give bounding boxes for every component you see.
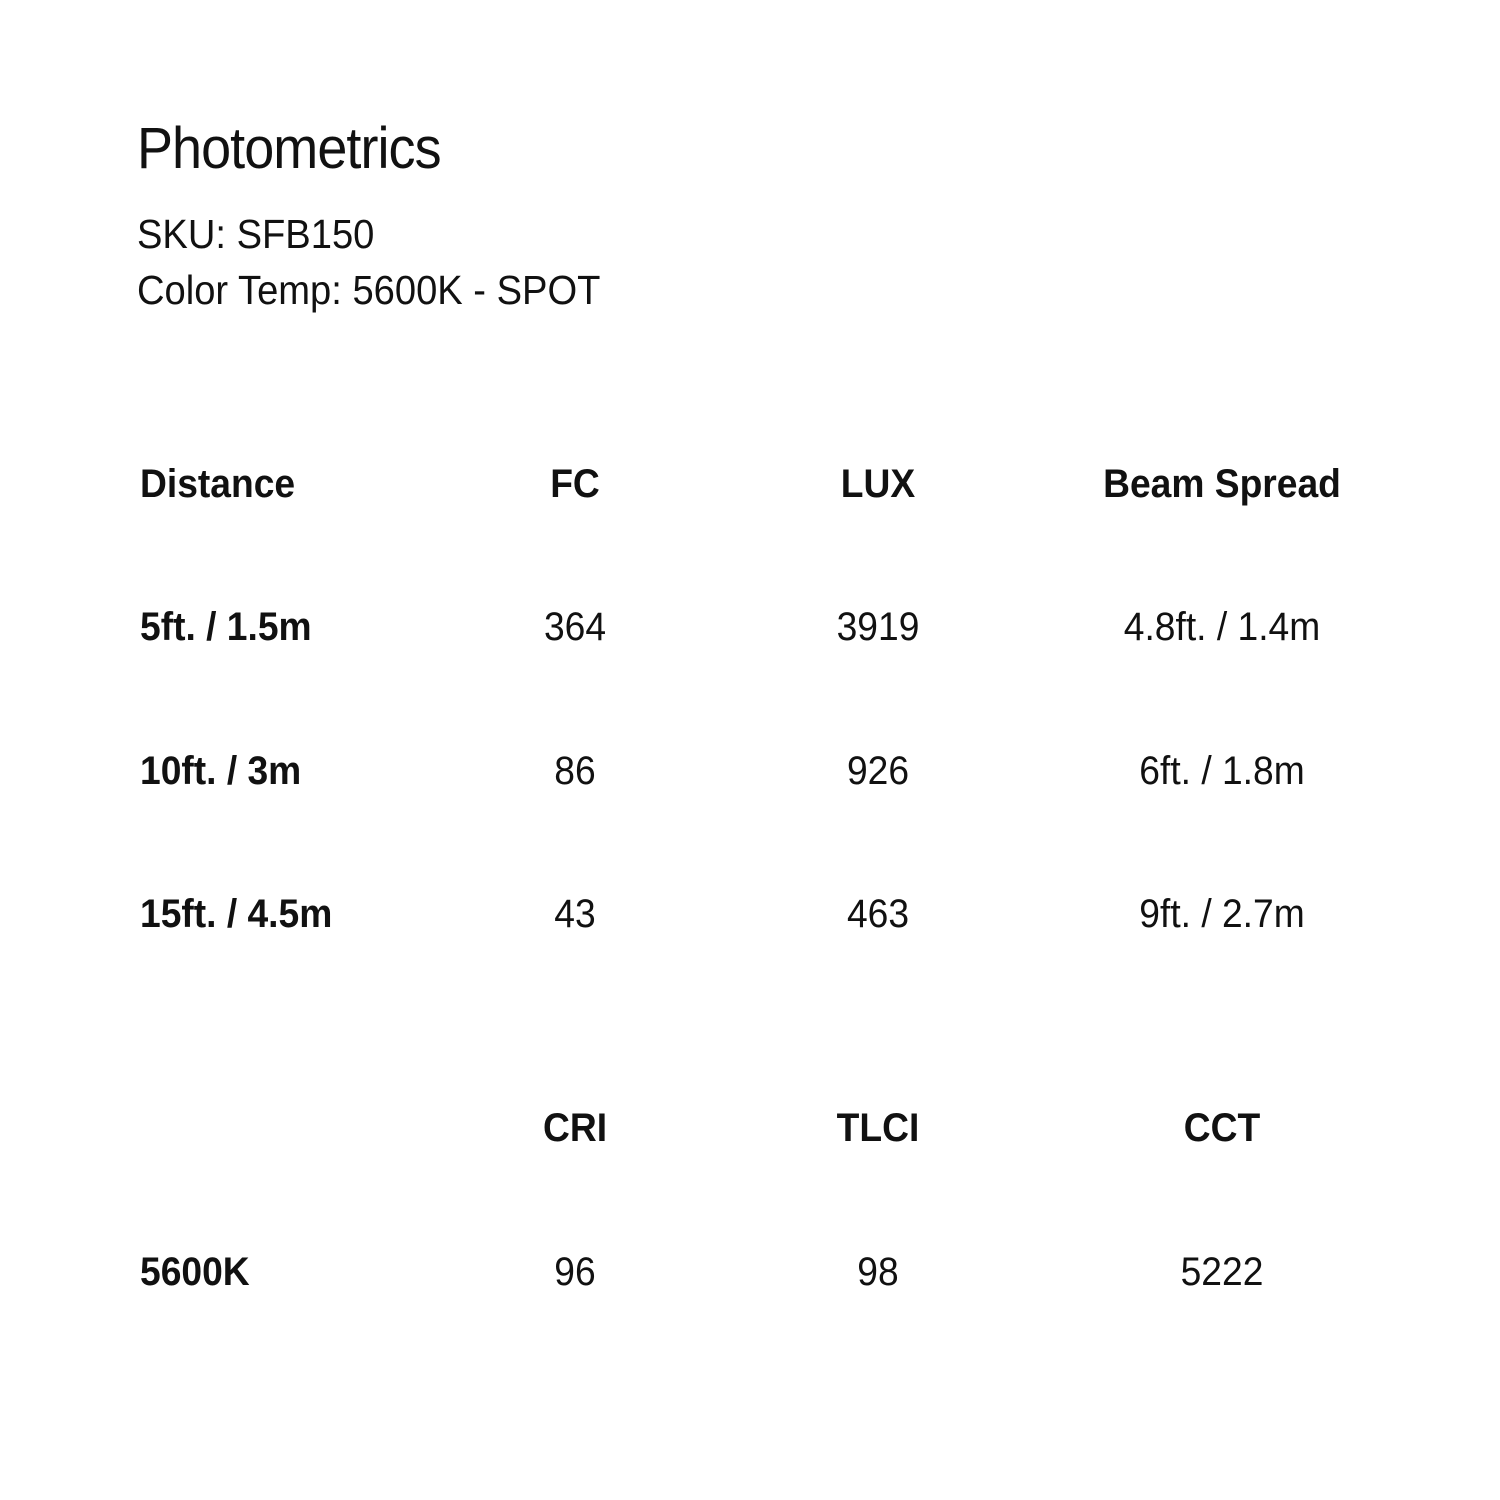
distance-cell: 5ft. / 1.5m [140,605,312,649]
distance-cell: 15ft. / 4.5m [140,892,333,936]
column-header-fc: FC [550,462,600,506]
sku-line: SKU: SFB150 [137,211,375,257]
fc-cell: 86 [554,749,596,793]
fc-cell: 43 [554,892,596,936]
beam-spread-cell: 9ft. / 2.7m [1139,892,1305,936]
color-temp-line: Color Temp: 5600K - SPOT [137,267,601,313]
cct-cell: 5222 [1180,1250,1264,1294]
lux-cell: 3919 [836,605,920,649]
cri-cell: 96 [554,1250,596,1294]
column-header-cct: CCT [1183,1106,1261,1150]
beam-spread-cell: 4.8ft. / 1.4m [1123,605,1321,649]
distance-cell: 10ft. / 3m [140,749,302,793]
fc-cell: 364 [543,605,607,649]
page-title: Photometrics [137,116,441,181]
column-header-cri: CRI [542,1106,608,1150]
column-header-distance: Distance [140,462,296,506]
column-header-lux: LUX [840,462,916,506]
color-temp-label-cell: 5600K [140,1250,250,1294]
lux-cell: 463 [846,892,910,936]
column-header-tlci: TLCI [836,1106,920,1150]
column-header-beam-spread: Beam Spread [1103,462,1341,506]
lux-cell: 926 [846,749,910,793]
beam-spread-cell: 6ft. / 1.8m [1139,749,1305,793]
tlci-cell: 98 [857,1250,899,1294]
